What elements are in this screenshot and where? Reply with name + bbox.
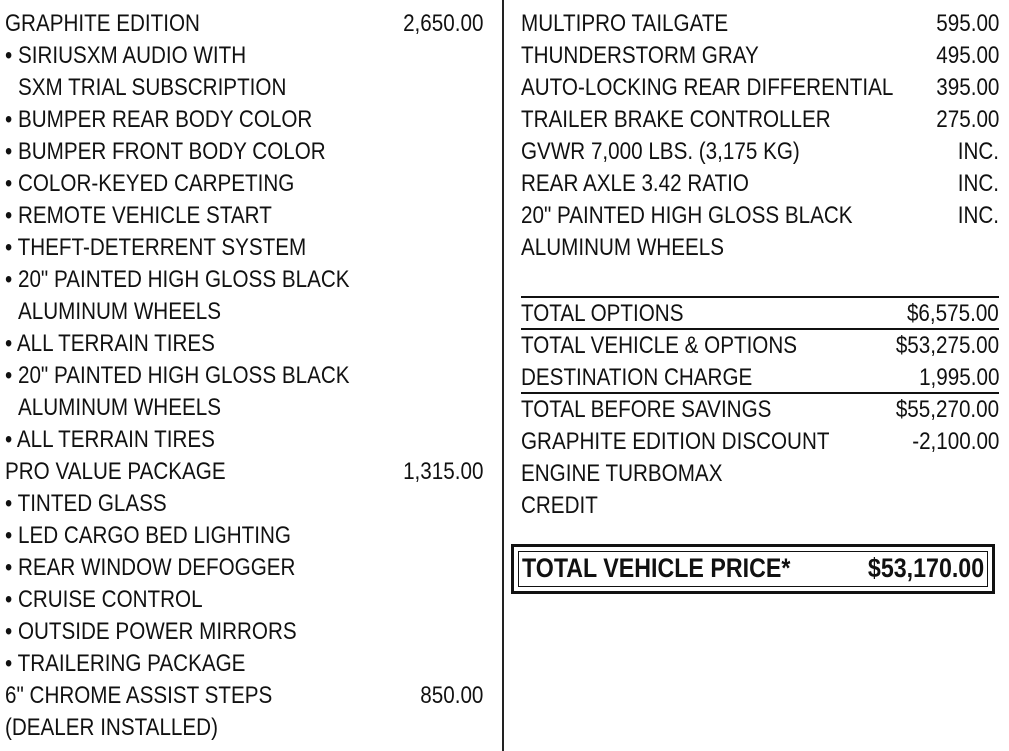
option-price: 395.00: [935, 74, 999, 101]
option-line-item: [521, 8, 999, 40]
option-price: 595.00: [935, 10, 999, 37]
option-feature-bullet: [5, 104, 483, 136]
option-label: (DEALER INSTALLED): [5, 714, 218, 741]
summary-row-total-vehicle-options: [521, 330, 999, 362]
option-line-item: [521, 40, 999, 72]
summary-value: $6,575.00: [907, 300, 999, 327]
option-label: • BUMPER FRONT BODY COLOR: [5, 138, 326, 165]
summary-value: -2,100.00: [911, 428, 999, 455]
option-label: • TRAILERING PACKAGE: [5, 650, 246, 677]
summary-row-destination: [521, 362, 999, 394]
option-feature-continuation: [5, 392, 483, 424]
option-label: ALUMINUM WHEELS: [521, 234, 724, 261]
summary-label: TOTAL OPTIONS: [521, 300, 684, 327]
option-label: 6" CHROME ASSIST STEPS: [5, 682, 273, 709]
option-feature-bullet: [5, 264, 483, 296]
option-label: TRAILER BRAKE CONTROLLER: [521, 106, 831, 133]
summary-row-engine: [521, 458, 999, 490]
option-line-item: [521, 232, 999, 264]
summary-value: $55,270.00: [895, 396, 999, 423]
option-feature-bullet: [5, 232, 483, 264]
summary-label: ENGINE TURBOMAX: [521, 460, 723, 487]
summary-label: DESTINATION CHARGE: [521, 364, 753, 391]
price-summary: [521, 296, 999, 522]
summary-label: TOTAL BEFORE SAVINGS: [521, 396, 772, 423]
option-feature-bullet: [5, 136, 483, 168]
option-feature-bullet: [5, 424, 483, 456]
option-feature-bullet: [5, 552, 483, 584]
option-label: 20" PAINTED HIGH GLOSS BLACK: [521, 202, 853, 229]
option-label: PRO VALUE PACKAGE: [5, 458, 226, 485]
option-label: ALUMINUM WHEELS: [18, 298, 221, 325]
option-feature-continuation: [5, 72, 483, 104]
option-label: • REMOTE VEHICLE START: [5, 202, 272, 229]
total-vehicle-price-label: TOTAL VEHICLE PRICE*: [522, 553, 791, 583]
option-label: • THEFT-DETERRENT SYSTEM: [5, 234, 307, 261]
option-label: • LED CARGO BED LIGHTING: [5, 522, 291, 549]
summary-value: $53,275.00: [895, 332, 999, 359]
option-label: GVWR 7,000 LBS. (3,175 KG): [521, 138, 800, 165]
option-price: INC.: [957, 202, 999, 229]
summary-label: TOTAL VEHICLE & OPTIONS: [521, 332, 798, 359]
option-line-item: [5, 680, 483, 712]
option-label: SXM TRIAL SUBSCRIPTION: [18, 74, 287, 101]
option-label: • COLOR-KEYED CARPETING: [5, 170, 295, 197]
option-feature-continuation: [5, 296, 483, 328]
summary-row-discount: [521, 426, 999, 458]
option-feature-bullet: [5, 360, 483, 392]
option-line-item: [5, 8, 483, 40]
option-line-item: [5, 712, 483, 744]
option-label: • TINTED GLASS: [5, 490, 167, 517]
option-label: • ALL TERRAIN TIRES: [5, 330, 215, 357]
option-feature-bullet: [5, 616, 483, 648]
right-options-column: [521, 8, 999, 264]
summary-row-before-savings: [521, 394, 999, 426]
option-label: REAR AXLE 3.42 RATIO: [521, 170, 749, 197]
option-label: • 20" PAINTED HIGH GLOSS BLACK: [5, 266, 350, 293]
left-options-column: [5, 8, 483, 744]
summary-row-credit: [521, 490, 999, 522]
option-price: INC.: [957, 138, 999, 165]
option-label: AUTO-LOCKING REAR DIFFERENTIAL: [521, 74, 894, 101]
option-line-item: [521, 168, 999, 200]
option-feature-bullet: [5, 488, 483, 520]
option-label: • BUMPER REAR BODY COLOR: [5, 106, 313, 133]
option-feature-bullet: [5, 648, 483, 680]
option-label: • CRUISE CONTROL: [5, 586, 203, 613]
option-feature-bullet: [5, 328, 483, 360]
option-price: 495.00: [935, 42, 999, 69]
option-label: • REAR WINDOW DEFOGGER: [5, 554, 296, 581]
summary-row-total-options: [521, 298, 999, 330]
option-line-item: [521, 136, 999, 168]
option-label: ALUMINUM WHEELS: [18, 394, 221, 421]
option-label: • 20" PAINTED HIGH GLOSS BLACK: [5, 362, 350, 389]
total-vehicle-price-value: $53,170.00: [867, 553, 984, 583]
option-label: MULTIPRO TAILGATE: [521, 10, 729, 37]
option-label: • ALL TERRAIN TIRES: [5, 426, 215, 453]
option-price: 275.00: [935, 106, 999, 133]
option-line-item: [521, 104, 999, 136]
option-price: 850.00: [419, 682, 483, 709]
summary-label: GRAPHITE EDITION DISCOUNT: [521, 428, 830, 455]
option-feature-bullet: [5, 40, 483, 72]
option-line-item: [521, 72, 999, 104]
option-feature-bullet: [5, 584, 483, 616]
option-line-item: [521, 200, 999, 232]
summary-value: 1,995.00: [918, 364, 999, 391]
option-label: • SIRIUSXM AUDIO WITH: [5, 42, 247, 69]
option-feature-bullet: [5, 168, 483, 200]
option-label: THUNDERSTORM GRAY: [521, 42, 759, 69]
option-feature-bullet: [5, 200, 483, 232]
total-vehicle-price-box: [511, 544, 995, 594]
option-label: • OUTSIDE POWER MIRRORS: [5, 618, 297, 645]
option-price: 2,650.00: [402, 10, 483, 37]
column-divider: [502, 0, 504, 751]
summary-label: CREDIT: [521, 492, 598, 519]
option-price: INC.: [957, 170, 999, 197]
option-line-item: [5, 456, 483, 488]
option-feature-bullet: [5, 520, 483, 552]
option-label: GRAPHITE EDITION: [5, 10, 200, 37]
option-price: 1,315.00: [402, 458, 483, 485]
